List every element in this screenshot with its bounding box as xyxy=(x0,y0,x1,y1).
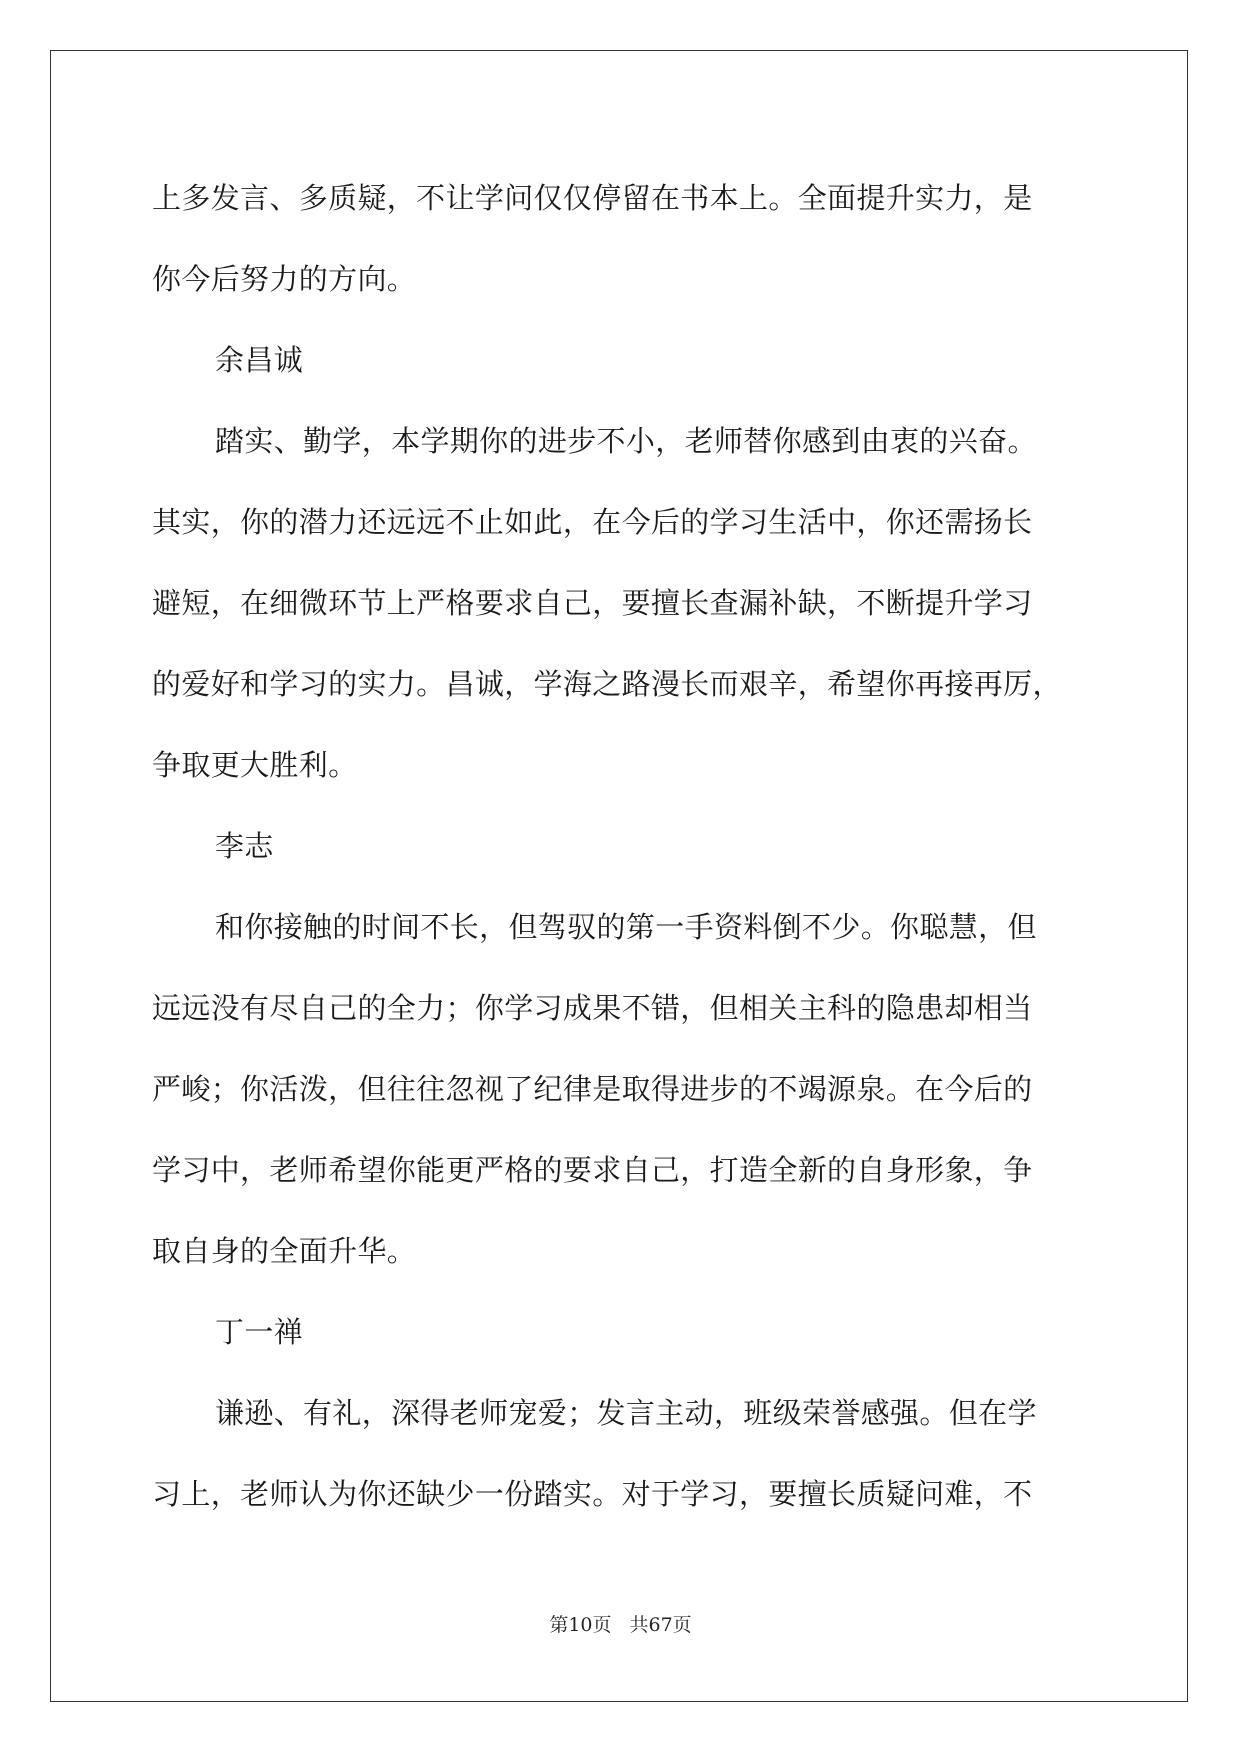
text-line: 谦逊、有礼，深得老师宠爱；发言主动，班级荣誉感强。但在学 xyxy=(215,1396,1037,1430)
student-name-heading: 李志 xyxy=(215,829,274,863)
document-body xyxy=(152,158,1092,1535)
page-total: 共67页 xyxy=(629,1614,692,1636)
text-line: 取自身的全面升华。 xyxy=(152,1234,417,1268)
text-line: 严峻；你活泼，但往往忽视了纪律是取得进步的不竭源泉。在今后的 xyxy=(152,1072,1033,1106)
text-line: 的爱好和学习的实力。昌诚，学海之路漫长而艰辛，希望你再接再厉， xyxy=(152,667,1062,701)
page-footer xyxy=(0,1610,1241,1637)
student-name-heading: 丁一禅 xyxy=(215,1315,304,1349)
text-line: 其实，你的潜力还远远不止如此，在今后的学习生活中，你还需扬长 xyxy=(152,505,1033,539)
text-line: 你今后努力的方向。 xyxy=(152,262,417,296)
text-line: 踏实、勤学，本学期你的进步不小，老师替你感到由衷的兴奋。 xyxy=(215,424,1037,458)
text-line: 避短，在细微环节上严格要求自己，要擅长查漏补缺，不断提升学习 xyxy=(152,586,1033,620)
text-line: 和你接触的时间不长，但驾驭的第一手资料倒不少。你聪慧，但 xyxy=(215,910,1037,944)
page-number: 第10页 xyxy=(549,1614,612,1636)
text-line: 学习中，老师希望你能更严格的要求自己，打造全新的自身形象，争 xyxy=(152,1153,1033,1187)
text-line: 争取更大胜利。 xyxy=(152,748,358,782)
text-line: 上多发言、多质疑，不让学问仅仅停留在书本上。全面提升实力，是 xyxy=(152,181,1033,215)
text-line: 习上，老师认为你还缺少一份踏实。对于学习，要擅长质疑问难，不 xyxy=(152,1477,1033,1511)
text-line: 远远没有尽自己的全力；你学习成果不错，但相关主科的隐患却相当 xyxy=(152,991,1033,1025)
student-name-heading: 余昌诚 xyxy=(215,343,304,377)
